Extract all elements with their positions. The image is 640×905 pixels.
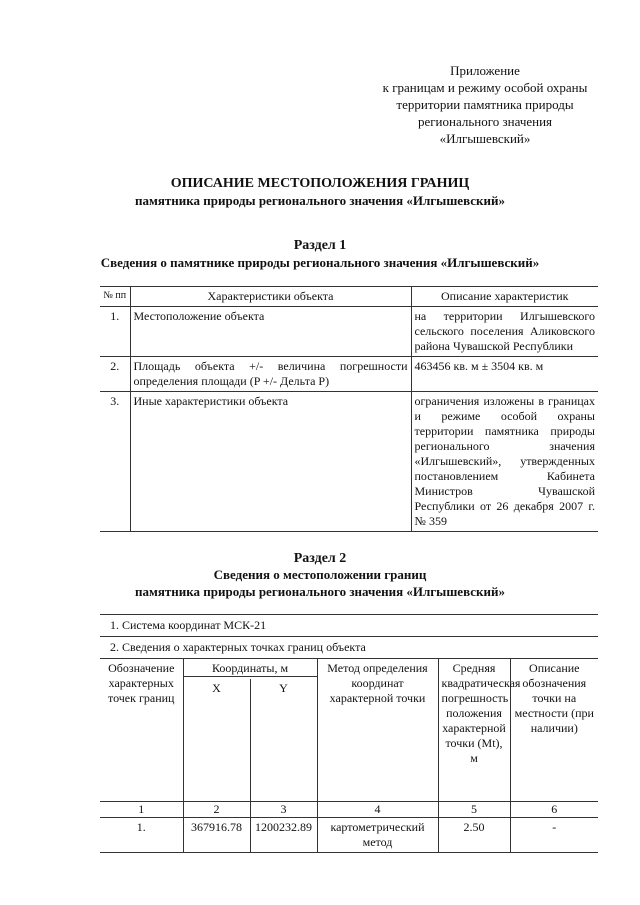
point-x: 367916.78	[183, 818, 250, 853]
header-designation: Обозначение характерных точек границ	[100, 659, 183, 802]
document-title: ОПИСАНИЕ МЕСТОПОЛОЖЕНИЯ ГРАНИЦ	[170, 176, 470, 191]
row-characteristic: Площадь объекта +/- величина погрешности определения площади (P +/- Дельта P)	[130, 357, 411, 392]
row-description: 463456 кв. м ± 3504 кв. м	[411, 357, 598, 392]
table-row	[100, 357, 598, 392]
header-x: X	[183, 679, 250, 802]
point-description: -	[510, 818, 598, 853]
appendix-line: «Илгышевский»	[439, 131, 531, 146]
header-point-description: Описание обозначения точки на местности (при наличии)	[510, 659, 598, 802]
row-characteristic: Местоположение объекта	[130, 307, 411, 357]
row-characteristic: Иные характеристики объекта	[130, 392, 411, 532]
column-number: 2	[183, 802, 250, 818]
header-coordinates	[183, 659, 317, 680]
table-row	[100, 307, 598, 357]
header-characteristic: Характеристики объекта	[130, 287, 411, 307]
column-number: 5	[438, 802, 510, 818]
coordinates-label: Координаты, м	[184, 661, 317, 677]
appendix-line: к границам и режиму особой охраны	[382, 80, 588, 95]
point-error: 2.50	[438, 818, 510, 853]
section2-subheading-2: памятника природы регионального значения «Илгышевский»	[135, 584, 505, 599]
section2-heading: Раздел 2	[293, 551, 347, 566]
point-y: 1200232.89	[250, 818, 317, 853]
header-y: Y	[250, 679, 317, 802]
column-number: 3	[250, 802, 317, 818]
appendix-line: регионального значения	[417, 114, 553, 129]
column-number-row	[100, 802, 598, 818]
document-subtitle: памятника природы регионального значения «Илгышевский»	[135, 193, 505, 208]
table-row	[100, 818, 598, 853]
row-number: 2.	[100, 357, 130, 392]
table-header-row	[100, 659, 598, 680]
boundary-points-table	[100, 614, 598, 853]
section1-subheading: Сведения о памятнике природы регионального значения «Илгышевский»	[100, 255, 540, 270]
column-number: 6	[510, 802, 598, 818]
column-number: 4	[317, 802, 438, 818]
table-header-row	[100, 287, 598, 307]
table-row	[100, 392, 598, 532]
coord-system: 1. Система координат МСК-21	[100, 615, 598, 637]
points-heading-row	[100, 637, 598, 659]
coord-system-row	[100, 615, 598, 637]
appendix-line: территории памятника природы	[396, 97, 574, 112]
header-method: Метод определения координат характерной точки	[317, 659, 438, 802]
object-info-table	[100, 286, 598, 532]
header-error: Средняя квадратическая погрешность положения характерной точки (Mt), м	[438, 659, 510, 802]
points-heading: 2. Сведения о характерных точках границ объекта	[100, 637, 598, 659]
point-method: картометрический метод	[317, 818, 438, 853]
point-designation: 1.	[100, 818, 183, 853]
header-description: Описание характеристик	[411, 287, 598, 307]
row-number: 1.	[100, 307, 130, 357]
section1-heading: Раздел 1	[293, 238, 347, 253]
section2-subheading: Сведения о местоположении границ	[213, 567, 427, 582]
row-description: на территории Илгышевского сельского поселения Аликовского района Чувашской Республики	[411, 307, 598, 357]
row-description: ограничения изложены в границах и режиме особой охраны территории памятника природы регионального значения «Илгышевский», утвержденных постановлением Кабинета Министров Чувашской Республики от 26 декабря 2007 г. № 359	[411, 392, 598, 532]
appendix-note	[360, 62, 610, 147]
row-number: 3.	[100, 392, 130, 532]
header-number: № пп	[100, 287, 130, 307]
appendix-line: Приложение	[450, 63, 520, 78]
column-number: 1	[100, 802, 183, 818]
